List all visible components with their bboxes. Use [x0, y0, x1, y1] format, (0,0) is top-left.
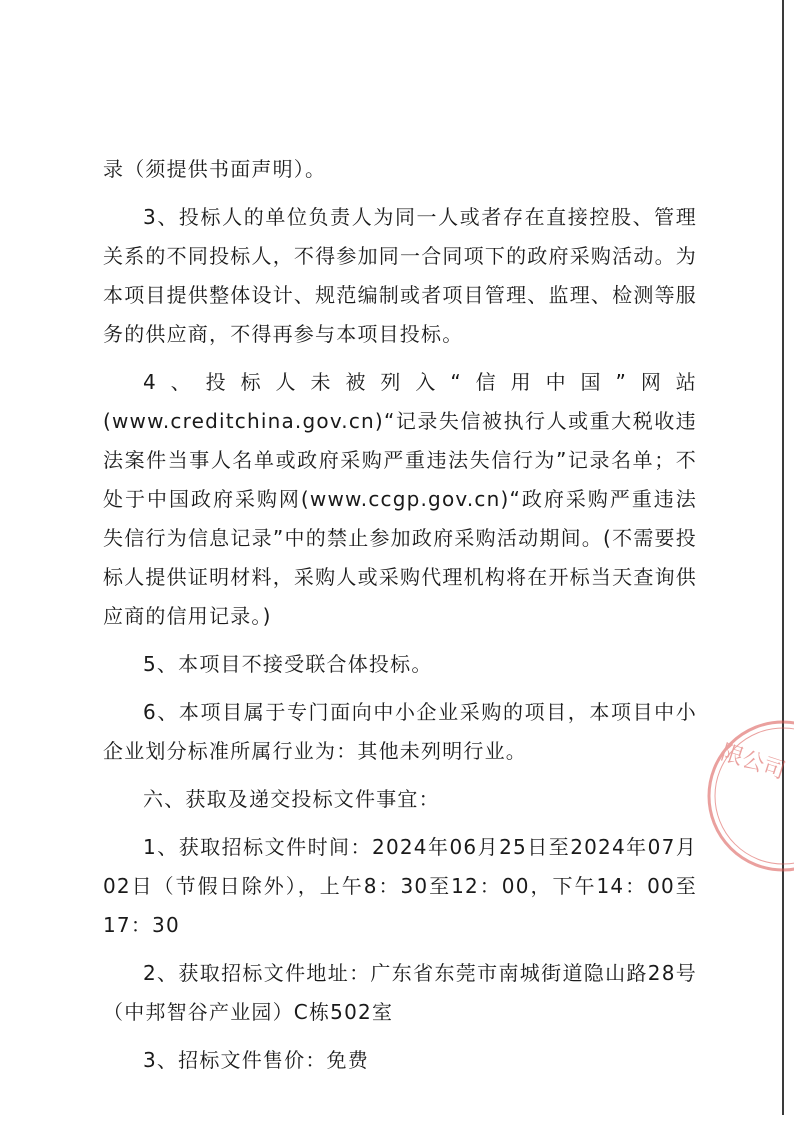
- company-seal-stamp: [701, 712, 794, 882]
- paragraph-document-price: 3、招标文件售价：免费: [143, 1048, 369, 1072]
- page-edge-rule: [782, 0, 784, 1115]
- paragraph-continuation: 录（须提供书面声明）。: [103, 157, 327, 181]
- paragraph-acquire-time: 1、获取招标文件时间：2024年06月25日至2024年07月02日（节假日除外），上午8：30至12：00，下午14：00至17：30: [103, 835, 697, 937]
- paragraph-clause-6: 6、本项目属于专门面向中小企业采购的项目，本项目中小企业划分标准所属行业为：其他未列明行业。: [103, 700, 697, 763]
- paragraph-acquire-address: 2、获取招标文件地址：广东省东莞市南城街道隐山路28号（中邦智谷产业园）C栋502室: [103, 961, 697, 1024]
- paragraph-clause-5: 5、本项目不接受联合体投标。: [143, 652, 433, 676]
- section-heading-six: 六、获取及递交投标文件事宜：: [143, 787, 440, 811]
- paragraph-clause-4: 4、投标人未被列入“信用中国”网站(www.creditchina.gov.cn)“记录失信被执行人或重大税收违法案件当事人名单或政府采购严重违法失信行为”记录名单；不处于中国政府采购网(www.ccgp.gov.cn)“政府采购严重违法失信行为信息记录”中的禁止参加政府采购活动期间。(不需要投标人提供证明材料，采购人或采购代理机构将在开标当天查询供应商的信用记录。): [103, 370, 697, 628]
- document-body: [103, 150, 697, 1089]
- seal-graphic: [701, 712, 794, 882]
- svg-text:限公司: 限公司: [717, 740, 789, 785]
- paragraph-clause-3: 3、投标人的单位负责人为同一人或者存在直接控股、管理关系的不同投标人，不得参加同一合同项下的政府采购活动。为本项目提供整体设计、规范编制或者项目管理、监理、检测等服务的供应商，不得再参与本项目投标。: [103, 205, 697, 346]
